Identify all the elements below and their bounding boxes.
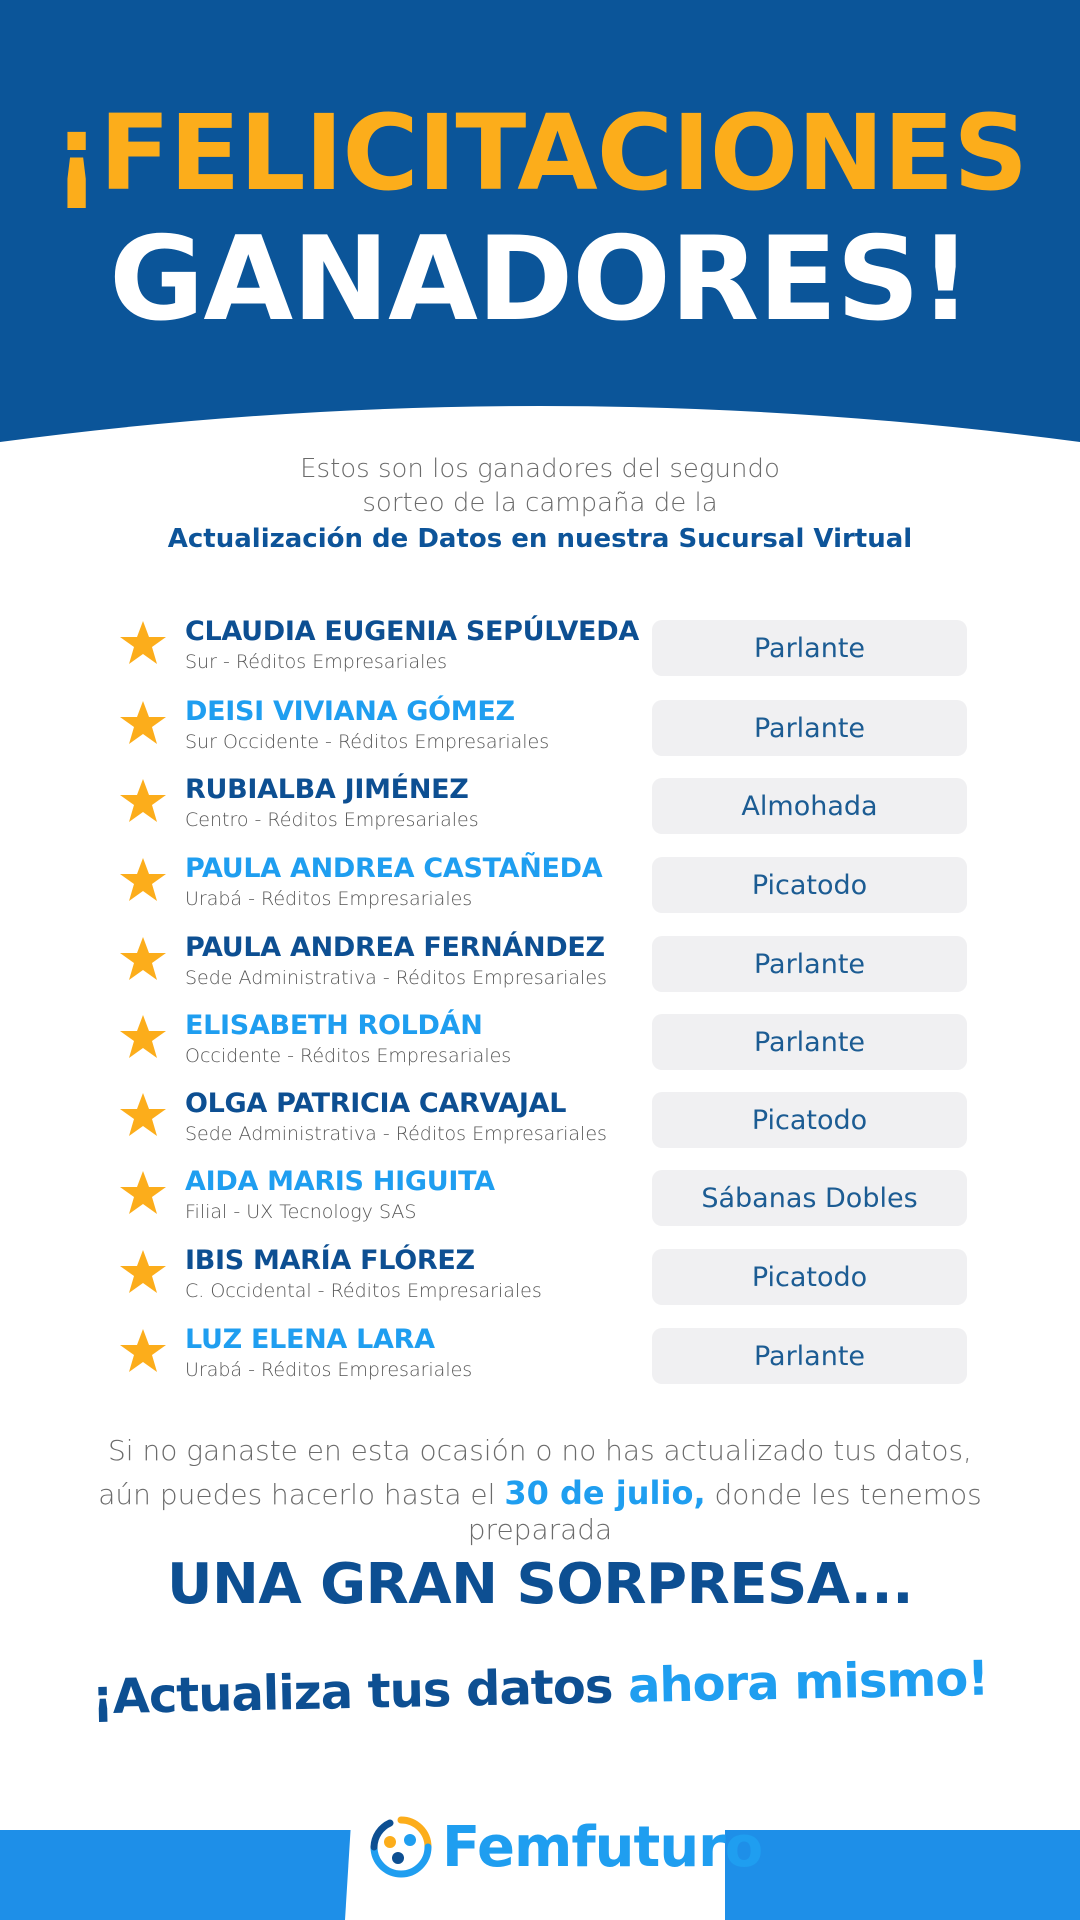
- header-banner: [0, 0, 1080, 460]
- star-icon: [118, 1327, 168, 1377]
- deadline-date: 30 de julio,: [504, 1474, 706, 1512]
- winner-row: [0, 852, 1080, 930]
- winner-name: PAULA ANDREA CASTAÑEDA: [185, 853, 603, 884]
- femfuturo-logo-icon: [368, 1814, 434, 1880]
- title-felicitaciones: ¡FELICITACIONES: [52, 92, 1028, 214]
- winner-detail: C. Occidental - Réditos Empresariales: [185, 1280, 542, 1302]
- winner-name: CLAUDIA EUGENIA SEPÚLVEDA: [185, 616, 639, 647]
- winners-list: [0, 615, 1080, 1405]
- star-icon: [118, 777, 168, 827]
- outro-text: [0, 1430, 1080, 1544]
- outro-line-1: Si no ganaste en esta ocasión o no has actualizado tus datos,: [108, 1434, 972, 1467]
- intro-text: [0, 452, 1080, 558]
- intro-line-2: sorteo de la campaña de la: [362, 488, 718, 518]
- outro-line-2: [0, 1472, 1080, 1516]
- prize-badge: Parlante: [652, 1014, 967, 1070]
- winner-row: [0, 615, 1080, 693]
- winner-detail: Occidente - Réditos Empresariales: [185, 1045, 512, 1067]
- star-icon: [118, 1091, 168, 1141]
- winner-detail: Sur - Réditos Empresariales: [185, 651, 448, 673]
- prize-badge: Parlante: [652, 936, 967, 992]
- winner-name: IBIS MARÍA FLÓREZ: [185, 1245, 475, 1276]
- winner-detail: Urabá - Réditos Empresariales: [185, 888, 473, 910]
- prize-badge: Parlante: [652, 620, 967, 676]
- star-icon: [118, 935, 168, 985]
- winner-name: PAULA ANDREA FERNÁNDEZ: [185, 932, 605, 963]
- winner-detail: Sede Administrativa - Réditos Empresariales: [185, 1123, 607, 1145]
- winner-row: [0, 1244, 1080, 1322]
- winner-row: [0, 1323, 1080, 1401]
- winner-name: DEISI VIVIANA GÓMEZ: [185, 696, 515, 727]
- prize-badge: Picatodo: [652, 857, 967, 913]
- winner-name: OLGA PATRICIA CARVAJAL: [185, 1088, 567, 1119]
- prize-badge: Sábanas Dobles: [652, 1170, 967, 1226]
- winner-name: AIDA MARIS HIGUITA: [185, 1166, 495, 1197]
- outro-line-2-after: donde les tenemos: [705, 1478, 982, 1511]
- winner-detail: Sur Occidente - Réditos Empresariales: [185, 731, 550, 753]
- prize-badge: Picatodo: [652, 1092, 967, 1148]
- star-icon: [118, 619, 168, 669]
- logo-text: Femfuturo: [442, 1814, 763, 1880]
- femfuturo-logo: [368, 1812, 762, 1882]
- winner-detail: Filial - UX Tecnology SAS: [185, 1201, 417, 1223]
- intro-line-3: Actualización de Datos en nuestra Sucursal Virtual: [167, 524, 913, 554]
- prize-badge: Picatodo: [652, 1249, 967, 1305]
- outro-line-3: preparada: [467, 1513, 613, 1546]
- star-icon: [118, 1169, 168, 1219]
- star-icon: [118, 1013, 168, 1063]
- winner-detail: Urabá - Réditos Empresariales: [185, 1359, 473, 1381]
- cta-part-2: ahora mismo!: [627, 1650, 989, 1715]
- winner-row: [0, 1165, 1080, 1243]
- winner-row: [0, 1009, 1080, 1087]
- outro-line-2-before: aún puedes hacerlo hasta el: [98, 1478, 505, 1511]
- cta-part-1: ¡Actualiza tus datos: [91, 1658, 629, 1726]
- winner-name: LUZ ELENA LARA: [185, 1324, 435, 1355]
- star-icon: [118, 856, 168, 906]
- winner-name: ELISABETH ROLDÁN: [185, 1010, 483, 1041]
- winner-row: [0, 1087, 1080, 1165]
- winner-detail: Sede Administrativa - Réditos Empresariales: [185, 967, 607, 989]
- winner-row: [0, 695, 1080, 773]
- star-icon: [118, 699, 168, 749]
- winner-row: [0, 773, 1080, 851]
- winner-row: [0, 931, 1080, 1009]
- call-to-action: [0, 1649, 1080, 1728]
- prize-badge: Almohada: [652, 778, 967, 834]
- star-icon: [118, 1248, 168, 1298]
- winner-detail: Centro - Réditos Empresariales: [185, 809, 479, 831]
- prize-badge: Parlante: [652, 700, 967, 756]
- intro-line-1: Estos son los ganadores del segundo: [300, 454, 780, 484]
- winner-name: RUBIALBA JIMÉNEZ: [185, 774, 469, 805]
- surprise-headline: UNA GRAN SORPRESA...: [167, 1552, 913, 1617]
- title-ganadores: GANADORES!: [109, 212, 971, 347]
- prize-badge: Parlante: [652, 1328, 967, 1384]
